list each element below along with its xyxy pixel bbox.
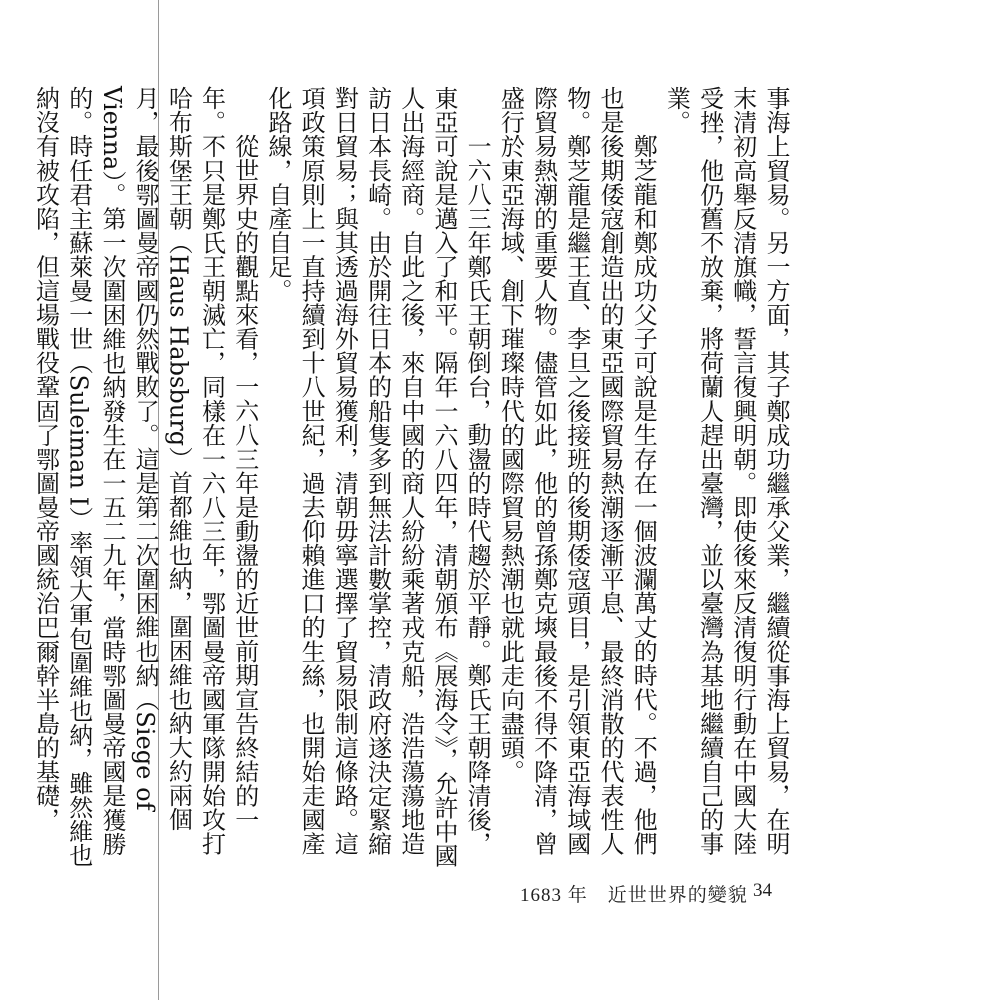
paragraph: 從世界史的觀點來看，一六八三年是動盪的近世前期宣告終結的一年。不只是鄭氏王朝滅亡，同樣在一六八三年，鄂圖曼帝國軍隊開始攻打哈布斯堡王朝（Haus Habsburg）首都維也納，圍困維也納大約兩個月，最後鄂圖曼帝國仍然戰敗了。這是第二次圍困維也納（Siege of Vienna）。第一次圍困維也納發生在一五二九年，當時鄂圖曼帝國是獲勝的。時任君主蘇萊曼一世（Suleiman I）率領大軍包圍維也納，雖然維也納沒有被攻陷，但這場戰役鞏固了鄂圖曼帝國統治巴爾幹半島的基礎，: [31, 86, 259, 867]
paragraph: 一六八三年鄭氏王朝倒台，動盪的時代趨於平靜。鄭氏王朝降清後，東亞可說是邁入了和平。隔年一六八四年，清朝頒布《展海令》，允許中國人出海經商。自此之後，來自中國的商人紛紛乘著戎克船，浩浩蕩蕩地造訪日本長崎。由於開往日本的船隻多到無法計數掌控，清政府遂決定緊縮對日貿易；與其透過海外貿易獲利，清朝毋寧選擇了貿易限制這條路。這項政策原則上一直持續到十八世紀，過去仰賴進口的生絲，也開始走國產化路線，自產自足。: [263, 86, 492, 868]
page-number: 34: [753, 880, 772, 901]
body-text: [31, 86, 792, 876]
paragraph: 鄭芝龍和鄭成功父子可說是生存在一個波瀾萬丈的時代。不過，他們也是後期倭寇創造出的東亞國際貿易熱潮逐漸平息、最終消散的代表性人物。鄭芝龍是繼王直、李旦之後接班的後期倭寇頭目，是引領東亞海域國際貿易熱潮的重要人物。儘管如此，他的曾孫鄭克塽最後不得不降清，曾盛行於東亞海域、創下璀璨時代的國際貿易熱潮也就此走向盡頭。: [496, 86, 658, 856]
paragraph-continued: 事海上貿易。另一方面，其子鄭成功繼承父業，繼續從事海上貿易，在明末清初高舉反清旗幟，誓言復興明朝。即使後來反清復明行動在中國大陸受挫，他仍舊不放棄，將荷蘭人趕出臺灣，並以臺灣為基地繼續自己的事業。: [662, 86, 790, 856]
running-title: 1683 年 近世世界的變貌: [520, 885, 748, 906]
page-footer: [520, 880, 780, 910]
